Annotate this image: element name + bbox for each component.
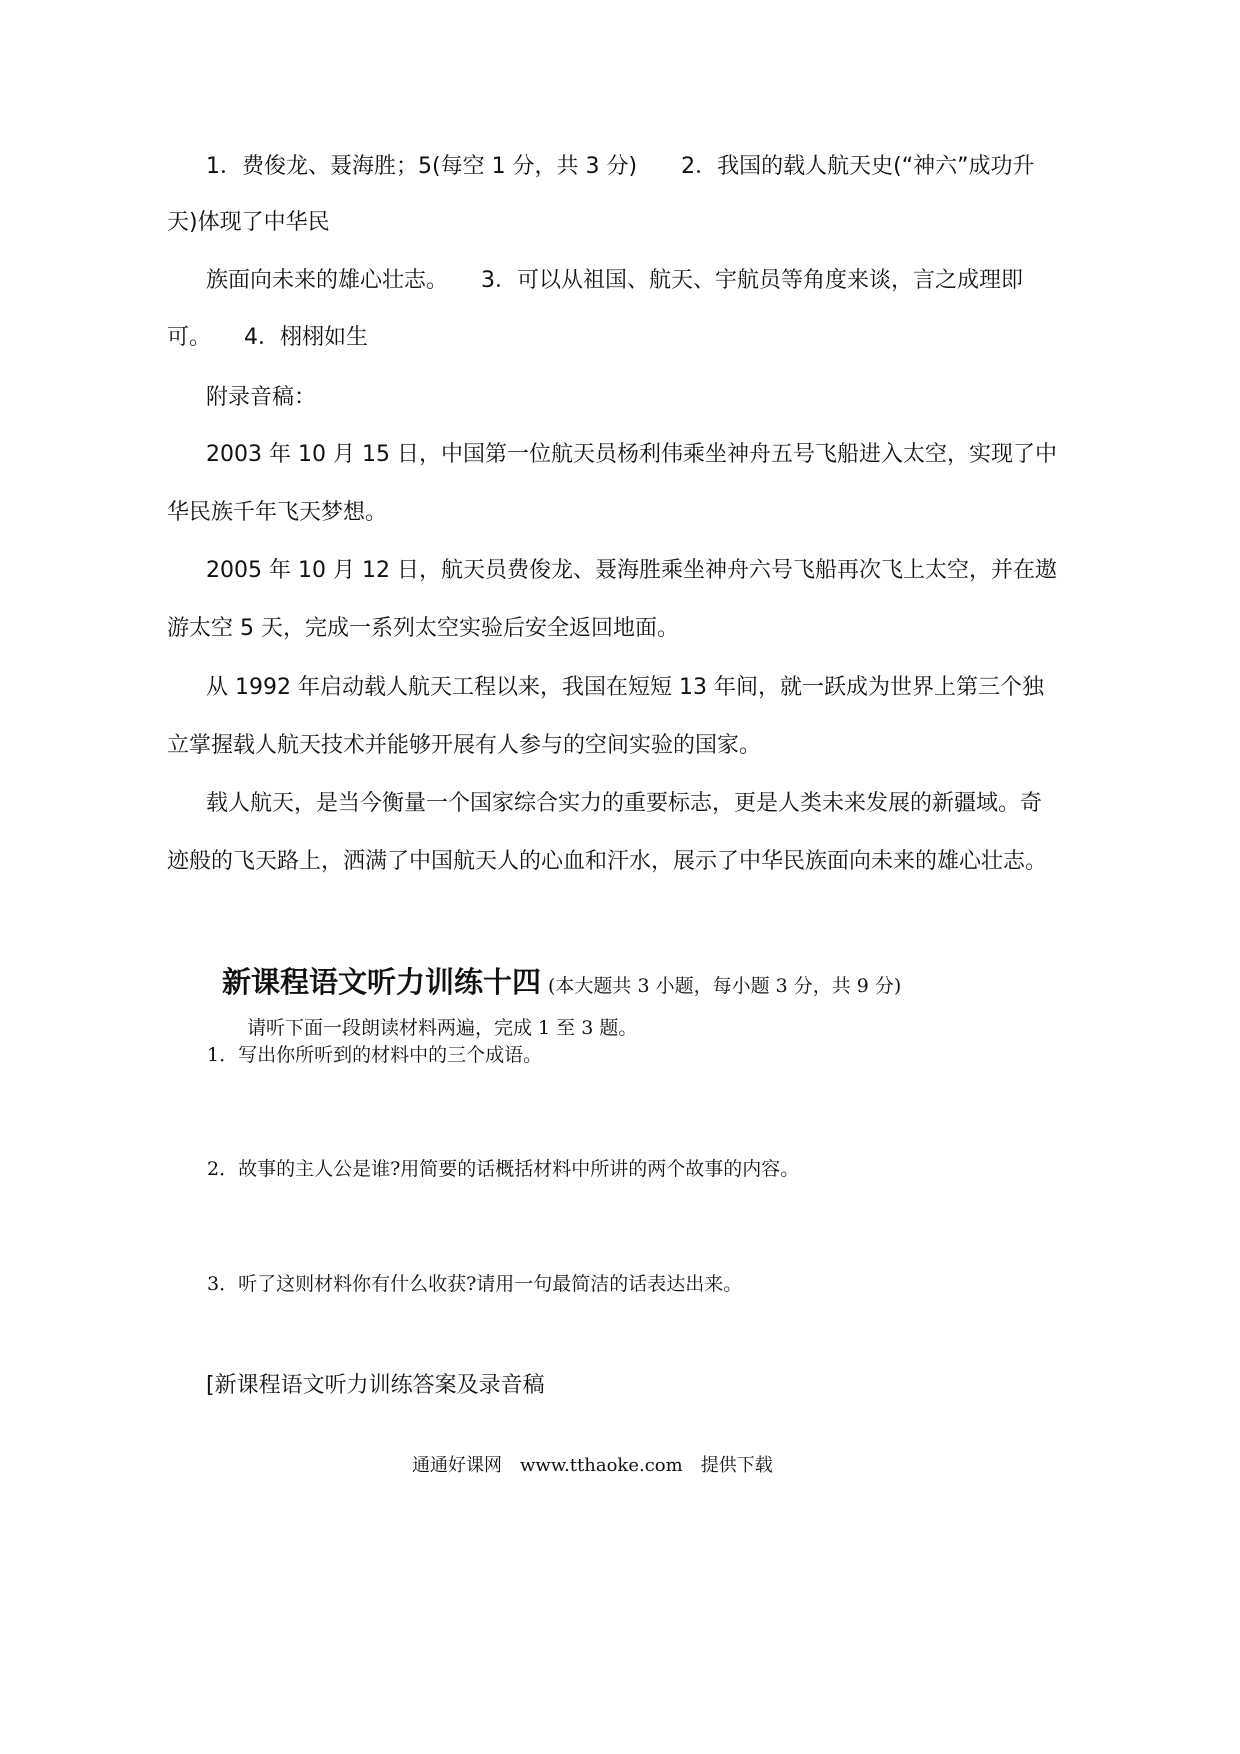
section-title: 新课程语文听力训练十四 bbox=[222, 965, 542, 999]
transcript-p4-line2: 迹般的飞天路上，洒满了中国航天人的心血和汗水，展示了中华民族面向未来的雄心壮志。 bbox=[167, 849, 1048, 874]
transcript-p1-line1: 2003 年 10 月 15 日，中国第一位航天员杨利伟乘坐神舟五号飞船进入太空，实现了中 bbox=[206, 442, 1057, 467]
answer-line-3: 族面向未来的雄心壮志。 3．可以从祖国、航天、宇航员等角度来谈，言之成理即 bbox=[206, 268, 1023, 293]
question-3: 3．听了这则材料你有什么收获?请用一句最简洁的话表达出来。 bbox=[207, 1273, 743, 1295]
transcript-heading: 附录音稿： bbox=[206, 385, 317, 410]
transcript-p2-line1: 2005 年 10 月 12 日，航天员费俊龙、聂海胜乘坐神舟六号飞船再次飞上太空，并在遨 bbox=[206, 558, 1057, 583]
answer-line-4: 可。 4．栩栩如生 bbox=[167, 325, 368, 350]
section-title-row bbox=[222, 962, 901, 1002]
transcript-p1-line2: 华民族千年飞天梦想。 bbox=[167, 500, 388, 525]
page-footer: 通通好课网 www.tthaoke.com 提供下载 bbox=[412, 1455, 773, 1476]
transcript-p2-line2: 游太空 5 天，完成一系列太空实验后安全返回地面。 bbox=[167, 616, 679, 641]
question-2: 2．故事的主人公是谁?用简要的话概括材料中所讲的两个故事的内容。 bbox=[207, 1158, 800, 1180]
transcript-p3-line2: 立掌握载人航天技术并能够开展有人参与的空间实验的国家。 bbox=[167, 733, 762, 758]
section-note: (本大题共 3 小题，每小题 3 分，共 9 分) bbox=[548, 975, 902, 997]
answer-line-2: 天)体现了中华民 bbox=[167, 210, 330, 235]
section-instruction: 请听下面一段朗读材料两遍，完成 1 至 3 题。 bbox=[247, 1017, 638, 1039]
question-1: 1．写出你所听到的材料中的三个成语。 bbox=[207, 1044, 543, 1066]
answer-line-1: 1．费俊龙、聂海胜；5(每空 1 分，共 3 分) 2．我国的载人航天史(“神六”成功升 bbox=[206, 154, 1035, 179]
transcript-p3-line1: 从 1992 年启动载人航天工程以来，我国在短短 13 年间，就一跃成为世界上第三个独 bbox=[206, 675, 1044, 700]
transcript-p4-line1: 载人航天，是当今衡量一个国家综合实力的重要标志，更是人类未来发展的新疆域。奇 bbox=[206, 791, 1043, 816]
answer-heading: [新课程语文听力训练答案及录音稿 bbox=[206, 1373, 545, 1398]
